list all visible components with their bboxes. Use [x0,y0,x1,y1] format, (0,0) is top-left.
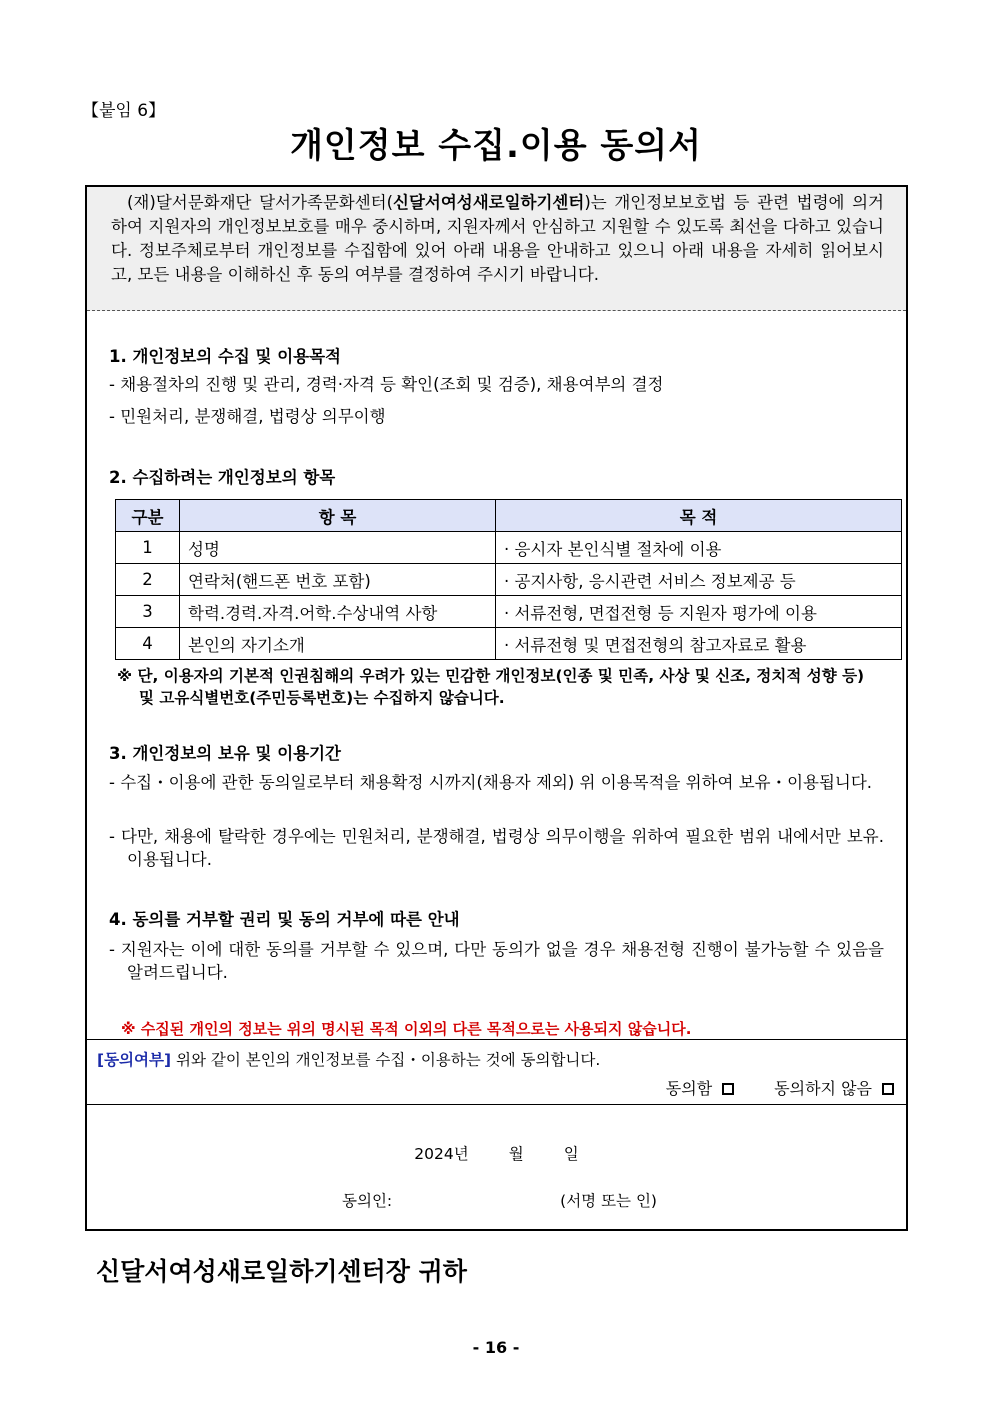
section3-heading: 3. 개인정보의 보유 및 이용기간 [109,744,341,763]
section4-heading: 4. 동의를 거부할 권리 및 동의 거부에 따른 안내 [109,910,460,929]
table-header-row [116,500,902,532]
form-frame [85,185,908,1231]
table-cell: · 서류전형, 면접전형 등 지원자 평가에 이용 [496,596,902,628]
sign-hint: (서명 또는 인) [560,1192,657,1210]
section1-heading: 1. 개인정보의 수집 및 이용목적 [109,347,341,366]
intro-text-start: (재)달서문화재단 달서가족문화센터( [127,193,394,212]
addressee: 신달서여성새로일하기센터장 귀하 [96,1257,467,1286]
table-cell: · 공지사항, 응시관련 서비스 정보제공 등 [496,564,902,596]
attachment-label: 【붙임 6】 [82,101,166,121]
intro-text-end: )는 개인정보보호법 등 관련 법령에 의거하여 지원자의 개인정보보호를 매우 중시하며, 지원자께서 안심하고 지원할 수 있도록 최선을 다하고 있습니다. 정보주체로부터 개인정보를 수집함에 있어 아래 내용을 안내하고 있으니 아래 내용을 자세히 읽어보시고, 모든 내용을 이해하신 후 동의 여부를 결정하여 주시기 바랍니다. [111,193,884,284]
col-header-purpose: 목 적 [496,500,902,532]
page-number: - 16 - [472,1338,520,1357]
intro-paragraph [87,187,906,311]
table-cell: 학력.경력.자격.어학.수상내역 사항 [180,596,496,628]
table-cell: 3 [116,596,180,628]
table-cell: 4 [116,628,180,660]
section4-item: - 지원자는 이에 대한 동의를 거부할 수 있으며, 다만 동의가 없을 경우 채용전형 진행이 불가능할 수 있음을 알려드립니다. [109,940,884,982]
col-header-item: 항 목 [180,500,496,532]
personal-info-table [115,499,902,660]
table-cell: 2 [116,564,180,596]
col-header-category: 구분 [116,500,180,532]
table-cell: 연락처(핸드폰 번호 포함) [180,564,496,596]
table-row [116,596,902,628]
signature-line [342,1189,657,1211]
signer-label: 동의인: [342,1192,393,1210]
date-year: 2024년 [414,1145,469,1163]
document-title: 개인정보 수집.이용 동의서 [290,126,702,166]
table-cell: 본인의 자기소개 [180,628,496,660]
agree-label: 동의함 [665,1079,713,1098]
consent-tag: [동의여부] [97,1051,172,1069]
disagree-label: 동의하지 않음 [774,1079,872,1098]
disagree-checkbox[interactable] [882,1083,894,1095]
table-row [116,564,902,596]
date-line [87,1142,906,1164]
section1-item: - 채용절차의 진행 및 관리, 경력·자격 등 확인(조회 및 검증), 채용여부의 결정 [109,375,664,394]
agree-checkbox[interactable] [722,1083,734,1095]
table-cell: · 응시자 본인식별 절차에 이용 [496,532,902,564]
table-cell: 성명 [180,532,496,564]
date-day: 일 [563,1145,579,1163]
usage-restriction-note: ※ 수집된 개인의 정보는 위의 명시된 목적 이외의 다른 목적으로는 사용되지 않습니다. [121,1020,692,1038]
table-row [116,628,902,660]
sensitive-info-note: ※ 단, 이용자의 기본적 인권침해의 우려가 있는 민감한 개인정보(인종 및 민족, 사상 및 신조, 정치적 성향 등) 및 고유식별번호(주민등록번호)는 수집하지 않습니다. [117,667,865,707]
intro-center-name: 신달서여성새로일하기센터 [393,193,585,212]
section3-item: - 수집・이용에 관한 동의일로부터 채용확정 시까지(채용자 제외) 위 이용목적을 위하여 보유・이용됩니다. [109,773,873,792]
table-cell: 1 [116,532,180,564]
table-row [116,532,902,564]
consent-statement [97,1048,600,1070]
section3-item: - 다만, 채용에 탈락한 경우에는 민원처리, 분쟁해결, 법령상 의무이행을 위하여 필요한 범위 내에서만 보유.이용됩니다. [109,827,884,869]
table-cell: · 서류전형 및 면접전형의 참고자료로 활용 [496,628,902,660]
consent-choices [666,1076,894,1099]
date-month: 월 [508,1145,524,1163]
consent-section [87,1039,906,1105]
section1-item: - 민원처리, 분쟁해결, 법령상 의무이행 [109,407,386,426]
consent-text: 위와 같이 본인의 개인정보를 수집・이용하는 것에 동의합니다. [171,1051,601,1069]
section2-heading: 2. 수집하려는 개인정보의 항목 [109,468,336,487]
